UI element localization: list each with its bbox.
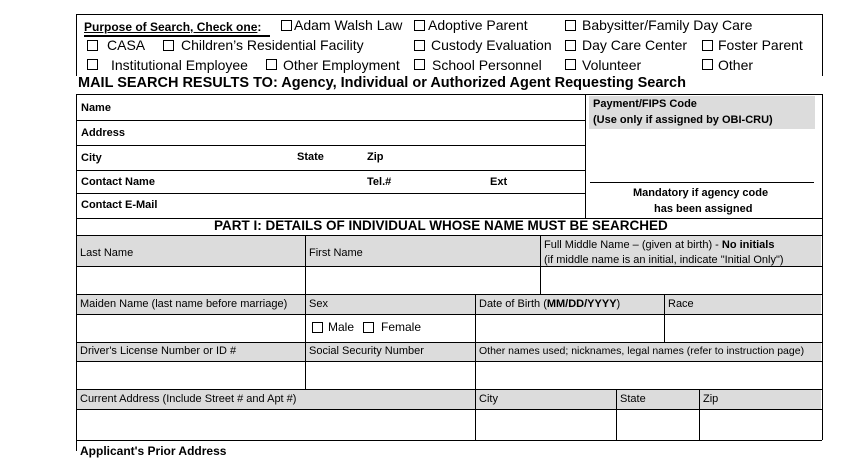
purpose-title [84,20,261,34]
dob-input[interactable] [476,315,663,341]
other-names-label: Other names used; nicknames, legal names (refer to instruction page) [479,345,805,357]
race-input[interactable] [665,315,821,341]
purpose-left-border [76,14,77,76]
babysitter-checkbox[interactable] [565,20,576,31]
part1-right-border [822,218,823,440]
middle-name-label-line1 [544,239,774,252]
institutional-employee-label: Institutional Employee [111,57,248,73]
day-care-center-checkbox[interactable] [565,40,576,51]
dob-format-text: MM/DD/YYYY [546,298,617,310]
female-checkbox[interactable] [363,322,374,333]
volunteer-label: Volunteer [582,57,642,73]
residential-facility-checkbox[interactable] [163,40,174,51]
first-name-label: First Name [309,247,363,259]
foster-parent-label: Foster Parent [718,37,803,53]
row-d-input-bottom [76,440,822,441]
dob-close-paren: ) [616,298,621,310]
last-name-input[interactable] [77,267,304,293]
purpose-top-border [76,14,822,15]
mail-divider [585,94,586,218]
volunteer-checkbox[interactable] [565,59,576,70]
mail-state-label: State [297,151,324,163]
middle-name-input[interactable] [541,267,821,293]
babysitter-label: Babysitter/Family Day Care [582,17,753,33]
current-city-input[interactable] [476,410,615,439]
no-initials-text: No initials [721,239,775,251]
other-employment-checkbox[interactable] [266,59,277,70]
mail-top-border [76,94,822,95]
current-state-label: State [620,393,646,405]
custody-evaluation-label: Custody Evaluation [431,37,552,53]
mail-left-border [76,94,77,218]
adam-walsh-label: Adam Walsh Law [294,17,403,33]
license-label: Driver's License Number or ID # [80,345,237,357]
mail-address-label: Address [81,127,126,139]
mail-address-line [76,145,585,146]
female-label: Female [381,320,422,334]
school-personnel-checkbox[interactable] [414,59,425,70]
first-name-input[interactable] [306,267,539,293]
other-checkbox[interactable] [702,59,713,70]
dob-label [479,298,620,311]
casa-label: CASA [107,37,146,53]
mail-name-line [76,120,585,121]
foster-parent-checkbox[interactable] [702,40,713,51]
other-names-input[interactable] [476,362,821,388]
mail-name-label: Name [81,102,111,114]
purpose-right-border [822,14,823,76]
maiden-name-label: Maiden Name (last name before marriage) [80,298,288,310]
middle-name-label-line2: (if middle name is an initial, indicate "Initial Only") [544,254,784,266]
payment-code-label: Payment/FIPS Code [593,98,697,110]
ssn-input[interactable] [306,362,474,388]
sex-label: Sex [309,298,328,310]
custody-evaluation-checkbox[interactable] [414,40,425,51]
adoptive-parent-label: Adoptive Parent [428,17,528,33]
dob-text: Date of Birth ( [479,298,547,310]
payment-code-note: (Use only if assigned by OBI-CRU) [593,114,773,126]
institutional-employee-checkbox[interactable] [87,59,98,70]
mail-zip-label: Zip [367,151,384,163]
current-address-label: Current Address (Include Street # and Apt #) [80,393,297,405]
mandatory-note-line1: Mandatory if agency code [633,187,769,199]
last-name-label: Last Name [80,247,134,259]
mail-contact-line [76,193,585,194]
mail-contact-email-label: Contact E-Mail [81,199,158,211]
other-employment-label: Other Employment [283,57,400,73]
adoptive-parent-checkbox[interactable] [414,20,425,31]
row-b-divider-1 [305,294,306,342]
mail-tel-label: Tel.# [367,176,392,188]
current-city-label: City [479,393,498,405]
male-checkbox[interactable] [312,322,323,333]
prior-address-label: Applicant's Prior Address [80,444,227,458]
mail-contact-name-label: Contact Name [81,176,155,188]
day-care-center-label: Day Care Center [582,37,688,53]
casa-checkbox[interactable] [87,40,98,51]
maiden-name-input[interactable] [77,315,304,341]
adam-walsh-checkbox[interactable] [281,20,292,31]
mail-ext-label: Ext [490,176,508,188]
school-personnel-label: School Personnel [432,57,542,73]
purpose-title-colon: : [257,20,262,34]
current-zip-label: Zip [703,393,719,405]
mail-right-border [822,94,823,218]
mail-city-label: City [81,152,102,164]
residential-facility-label: Children’s Residential Facility [181,37,364,53]
mail-city-line [76,170,585,171]
current-zip-input[interactable] [700,410,821,439]
current-state-input[interactable] [617,410,698,439]
current-address-input[interactable] [77,410,474,439]
purpose-title-text: Purpose of Search, Check one [84,20,258,34]
payment-code-input-line[interactable] [590,182,814,183]
license-input[interactable] [77,362,304,388]
ssn-label: Social Security Number [309,345,424,357]
mail-heading: MAIL SEARCH RESULTS TO: Agency, Individual or Authorized Agent Requesting Search [78,75,686,91]
part1-heading: PART I: DETAILS OF INDIVIDUAL WHOSE NAME MUST BE SEARCHED [214,218,668,233]
male-label: Male [328,320,355,334]
middle-name-text: Full Middle Name – (given at birth) - [544,239,722,251]
other-label: Other [718,57,754,73]
mandatory-note-line2: has been assigned [654,203,753,215]
race-label: Race [668,298,694,310]
